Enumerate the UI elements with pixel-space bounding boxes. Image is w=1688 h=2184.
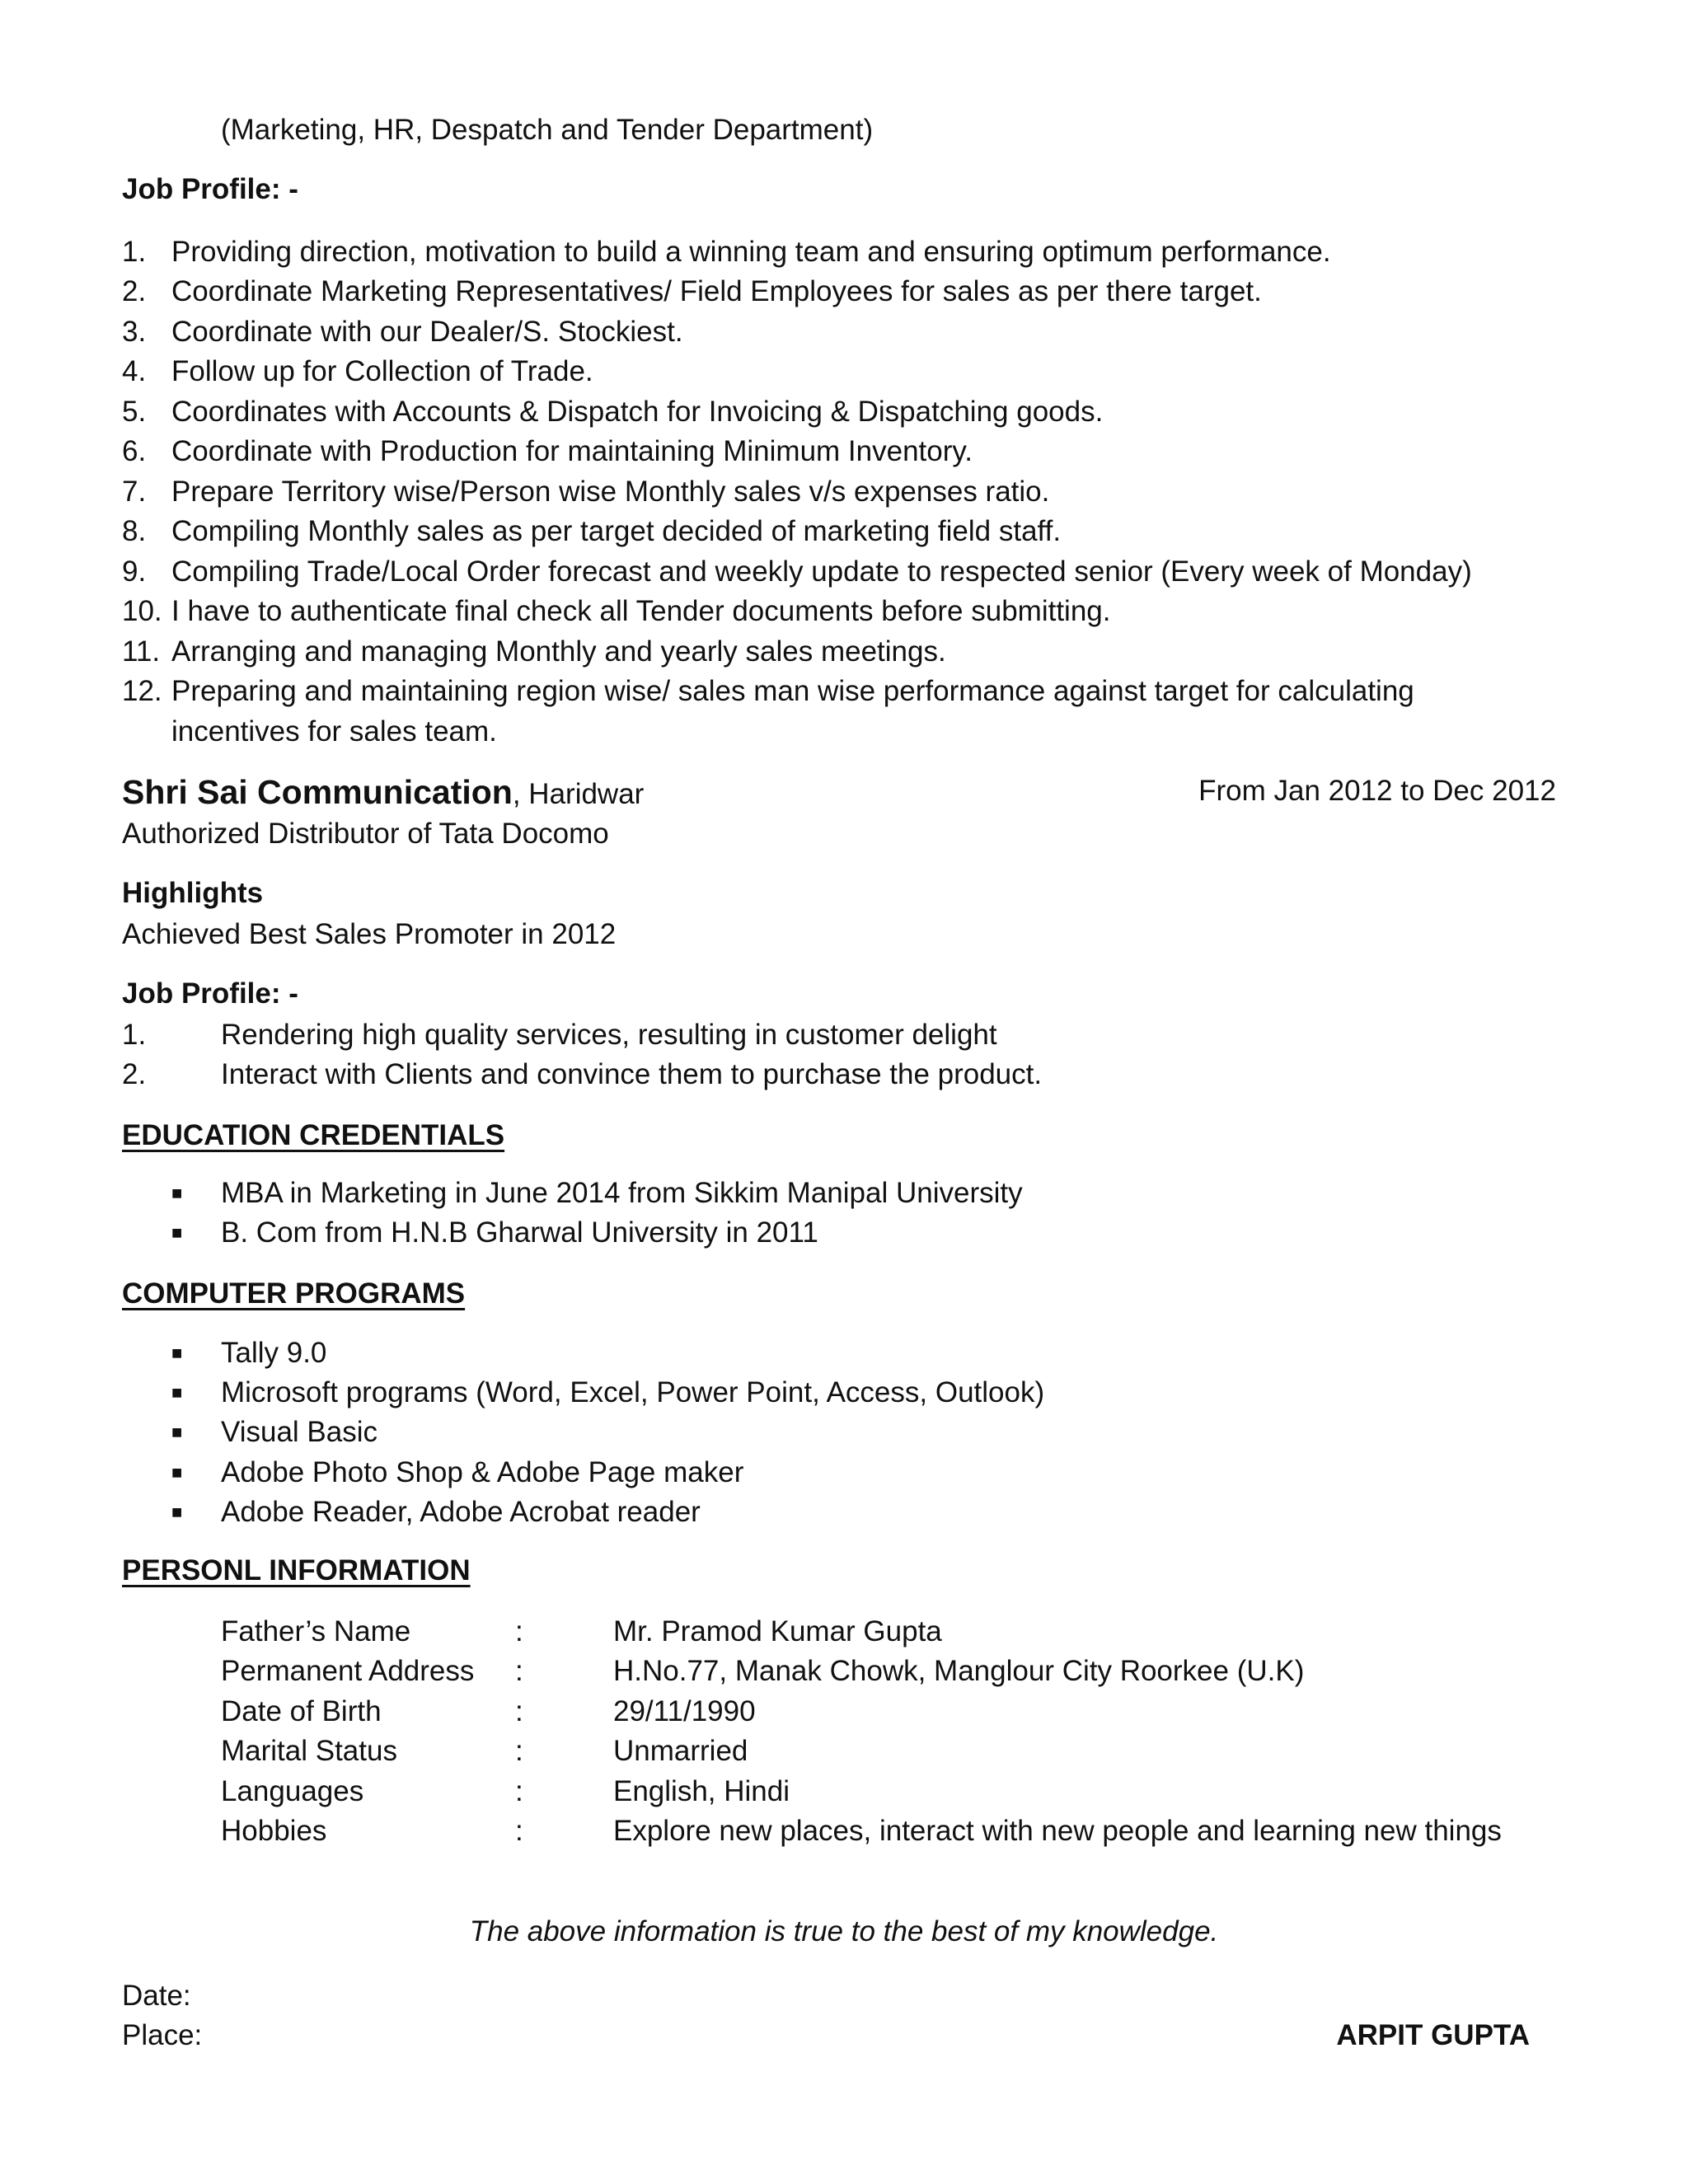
job-profile-heading: Job Profile: - — [122, 977, 298, 1010]
bullet-icon: ■ — [171, 1382, 183, 1403]
info-colon: : — [515, 1615, 523, 1647]
item-text: B. Com from H.N.B Gharwal University in 2011 — [221, 1216, 818, 1249]
item-number: 4. — [122, 355, 147, 387]
info-label: Date of Birth — [221, 1695, 382, 1727]
info-value: Mr. Pramod Kumar Gupta — [613, 1615, 942, 1647]
info-value: English, Hindi — [613, 1775, 790, 1807]
item-text: Rendering high quality services, resulting in customer delight — [221, 1019, 997, 1051]
item-number: 9. — [122, 555, 147, 588]
item-text: Prepare Territory wise/Person wise Monthly sales v/s expenses ratio. — [171, 476, 1050, 508]
info-value: Explore new places, interact with new people and learning new things — [613, 1815, 1502, 1847]
item-number: 10. — [122, 595, 162, 627]
list-item-continuation: incentives for sales team. — [171, 715, 497, 748]
place-label: Place: — [122, 2019, 203, 2051]
item-text: Coordinate Marketing Representatives/ Field Employees for sales as per there target. — [171, 275, 1262, 307]
info-value: H.No.77, Manak Chowk, Manglour City Roorkee (U.K) — [613, 1655, 1305, 1687]
info-colon: : — [515, 1695, 523, 1727]
item-text: Compiling Monthly sales as per target decided of marketing field staff. — [171, 515, 1062, 547]
info-colon: : — [515, 1655, 523, 1687]
bullet-icon: ■ — [171, 1343, 183, 1363]
item-text: Arranging and managing Monthly and yearly sales meetings. — [171, 635, 946, 668]
highlight-text: Achieved Best Sales Promoter in 2012 — [122, 918, 617, 950]
item-text: Adobe Reader, Adobe Acrobat reader — [221, 1496, 701, 1528]
info-label: Permanent Address — [221, 1655, 475, 1687]
item-text: Follow up for Collection of Trade. — [171, 355, 593, 387]
company-location: , Haridwar — [512, 778, 645, 810]
employment-period: From Jan 2012 to Dec 2012 — [1198, 775, 1556, 807]
bullet-icon: ■ — [171, 1462, 183, 1483]
bullet-icon: ■ — [171, 1222, 183, 1243]
declaration: The above information is true to the best of my knowledge. — [469, 1915, 1219, 1947]
item-number: 3. — [122, 316, 147, 348]
item-text: Adobe Photo Shop & Adobe Page maker — [221, 1456, 744, 1488]
item-text: Coordinates with Accounts & Dispatch for Invoicing & Dispatching goods. — [171, 396, 1104, 428]
info-label: Hobbies — [221, 1815, 327, 1847]
item-text: Visual Basic — [221, 1416, 378, 1448]
info-colon: : — [515, 1815, 523, 1847]
personal-info-heading: PERSONL INFORMATION — [122, 1554, 471, 1586]
info-label: Marital Status — [221, 1735, 397, 1767]
item-text: Coordinate with Production for maintaining Minimum Inventory. — [171, 435, 973, 467]
bullet-icon: ■ — [171, 1502, 183, 1522]
department-line: (Marketing, HR, Despatch and Tender Department) — [221, 114, 874, 146]
company-description: Authorized Distributor of Tata Docomo — [122, 818, 609, 850]
company-name: Shri Sai Communication — [122, 773, 513, 811]
item-text: Preparing and maintaining region wise/ sales man wise performance against target for calculating — [171, 675, 1414, 707]
info-value: 29/11/1990 — [613, 1695, 756, 1727]
item-number: 7. — [122, 476, 147, 508]
item-text: Providing direction, motivation to build a winning team and ensuring optimum performance. — [171, 236, 1331, 268]
item-text: I have to authenticate final check all Tender documents before submitting. — [171, 595, 1111, 627]
item-text: Compiling Trade/Local Order forecast and weekly update to respected senior (Every week of Monday) — [171, 555, 1472, 588]
item-text: Interact with Clients and convince them to purchase the product. — [221, 1058, 1043, 1090]
item-number: 5. — [122, 396, 147, 428]
computer-programs-heading: COMPUTER PROGRAMS — [122, 1277, 466, 1310]
item-number: 2. — [122, 275, 147, 307]
highlights-heading: Highlights — [122, 877, 264, 909]
job-profile-heading: Job Profile: - — [122, 173, 298, 205]
education-heading: EDUCATION CREDENTIALS — [122, 1119, 505, 1151]
info-value: Unmarried — [613, 1735, 748, 1767]
item-number: 6. — [122, 435, 147, 467]
item-number: 12. — [122, 675, 162, 707]
signature-name: ARPIT GUPTA — [1336, 2019, 1530, 2051]
item-number: 11. — [122, 635, 161, 668]
info-label: Father’s Name — [221, 1615, 411, 1647]
date-label: Date: — [122, 1980, 191, 2012]
info-colon: : — [515, 1775, 523, 1807]
info-label: Languages — [221, 1775, 364, 1807]
item-text: Coordinate with our Dealer/S. Stockiest. — [171, 316, 683, 348]
item-number: 1. — [122, 236, 147, 268]
item-number: 8. — [122, 515, 147, 547]
item-number: 1. — [122, 1019, 147, 1051]
item-text: Microsoft programs (Word, Excel, Power Point, Access, Outlook) — [221, 1376, 1045, 1408]
item-number: 2. — [122, 1058, 147, 1090]
info-colon: : — [515, 1735, 523, 1767]
bullet-icon: ■ — [171, 1422, 183, 1442]
company-header — [122, 773, 644, 813]
item-text: Tally 9.0 — [221, 1337, 327, 1369]
item-text: MBA in Marketing in June 2014 from Sikkim Manipal University — [221, 1177, 1023, 1209]
bullet-icon: ■ — [171, 1183, 183, 1203]
